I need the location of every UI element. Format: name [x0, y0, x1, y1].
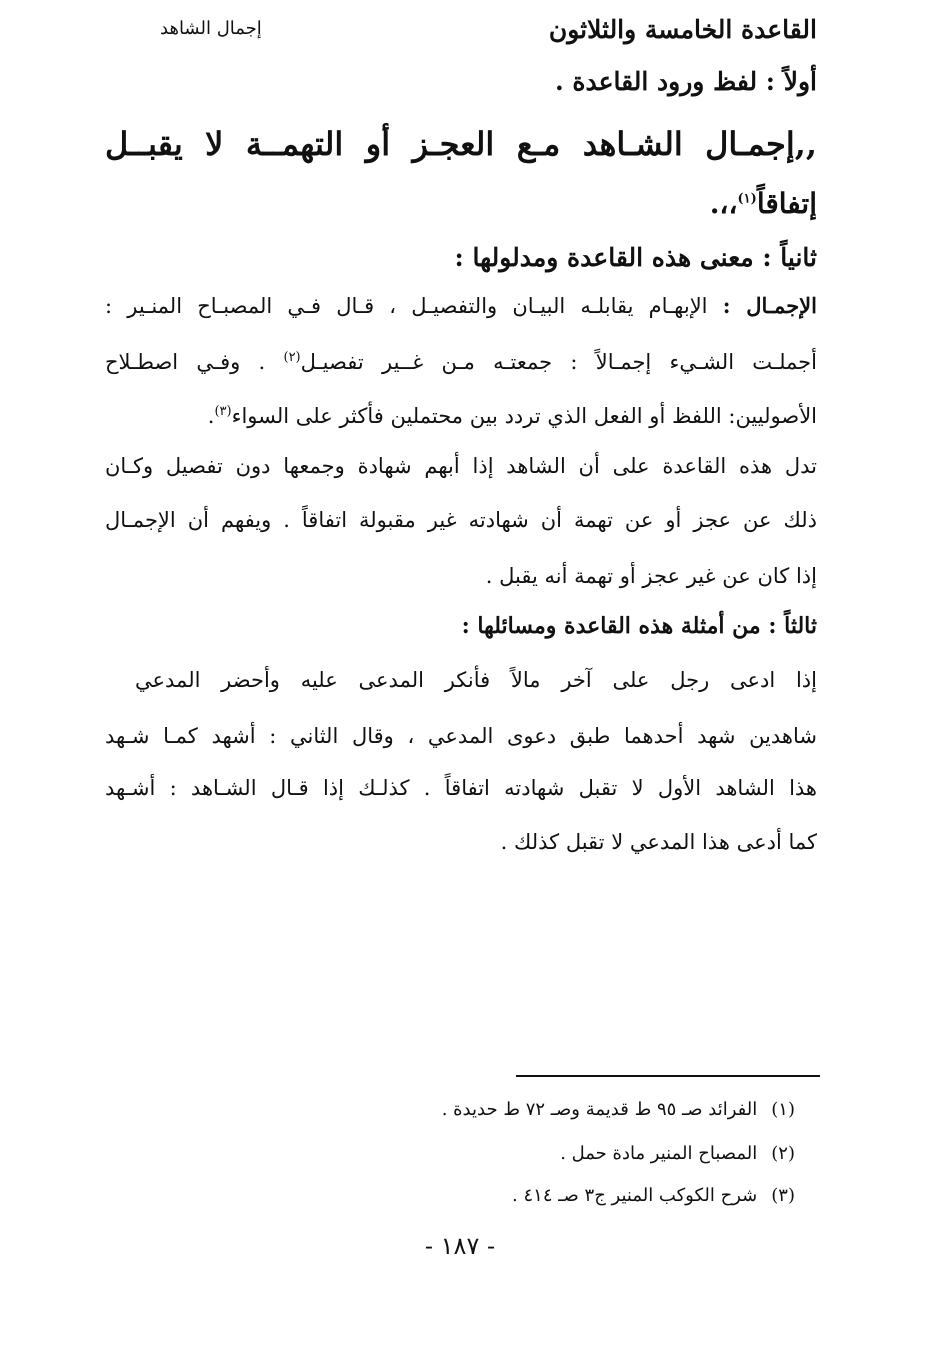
rule-text-line-1: ,,إجمـال الشـاهد مـع العجـز أو التهمــة لا يقبــل	[105, 125, 817, 163]
footnote-ref-3: (٣)	[214, 404, 232, 419]
meaning-line-6: إذا كان عن غير عجز أو تهمة أنه يقبل .	[485, 564, 817, 588]
meaning-line-3-a: الأصوليين: اللفظ أو الفعل الذي تردد بين محتملين فأكثر على السواء	[231, 404, 817, 428]
meaning-line-3-b: .	[207, 404, 215, 428]
rule-text-end: ،،.	[709, 187, 738, 220]
meaning-line-1	[105, 286, 817, 326]
footnote-number: (٢)	[771, 1143, 795, 1164]
footnote-1	[375, 1096, 795, 1124]
meaning-line-5: ذلك عن عجز أو عن تهمة أن شهادته غير مقبولة اتفاقاً . ويفهم أن الإجمـال	[105, 508, 817, 532]
rule-text-word: إتفاقاً	[756, 187, 817, 220]
example-line-2: شاهدين شهد أحدهما طبق دعوى المدعي ، وقال الثاني : أشهد كمـا شـهد	[105, 724, 817, 748]
footnote-divider	[516, 1075, 820, 1077]
heading-second: ثانياً : معنى هذه القاعدة ومدلولها :	[454, 243, 817, 272]
meaning-line-2-b: . وفـي اصطـلاح	[105, 350, 284, 374]
footnote-number: (٣)	[771, 1185, 795, 1206]
heading-third: ثالثاً : من أمثلة هذه القاعدة ومسائلها :	[461, 613, 817, 639]
term-ijmal: الإجمـال :	[722, 293, 817, 318]
footnote-text: الفرائد صـ ٩٥ ط قديمة وصـ ٧٢ ط حديدة .	[441, 1099, 758, 1120]
example-line-1: إذا ادعى رجل على آخر مالاً فأنكر المدعى عليه وأحضر المدعي	[135, 668, 817, 692]
footnote-ref-1: (١)	[737, 191, 757, 207]
footnote-text: المصباح المنير مادة حمل .	[560, 1143, 758, 1164]
rule-text-line-2	[105, 180, 817, 228]
footnote-2	[375, 1140, 795, 1168]
heading-first: أولاً : لفظ ورود القاعدة .	[554, 67, 817, 96]
meaning-line-3	[105, 396, 817, 436]
footnote-ref-2: (٢)	[283, 350, 301, 365]
example-line-3: هذا الشاهد الأول لا تقبل شهادته اتفاقاً . كذلـك إذا قـال الشـاهد : أشـهد	[105, 776, 817, 800]
footnote-text: شرح الكوكب المنير ج٣ صـ ٤١٤ .	[512, 1185, 758, 1206]
example-line-4: كما أدعى هذا المدعي لا تقبل كذلك .	[500, 830, 817, 854]
footnote-3	[375, 1182, 795, 1210]
meaning-line-2-a: أجملـت الشـيء إجمـالاً : جمعتـه مـن غــير تفصيـل	[300, 350, 817, 374]
meaning-line-2	[105, 342, 817, 382]
page-number: - ١٨٧ -	[424, 1232, 496, 1260]
chapter-title: القاعدة الخامسة والثلاثون	[548, 15, 817, 44]
meaning-line-1-text: الإبهـام يقابلـه البيـان والتفصيـل ، قـال فـي المصبـاح المنـير :	[105, 294, 723, 318]
meaning-line-4: تدل هذه القاعدة على أن الشاهد إذا أبهم شهادة وجمعها دون تفصيل وكـان	[105, 454, 817, 478]
footnote-number: (١)	[771, 1099, 795, 1120]
running-header: إجمال الشاهد	[160, 18, 262, 39]
